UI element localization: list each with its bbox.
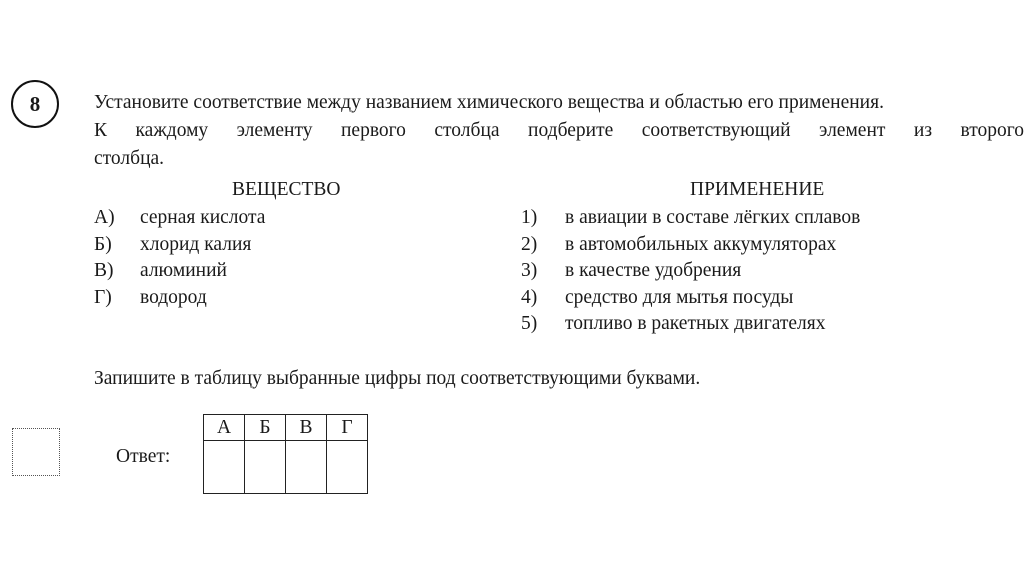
task-number: 8 — [29, 91, 41, 116]
answer-input-cell[interactable] — [286, 441, 327, 494]
task-number-badge — [11, 80, 59, 128]
applications-header: ПРИМЕНЕНИЕ — [690, 179, 825, 200]
item-marker: 1) — [521, 207, 538, 228]
item-marker: А) — [94, 207, 115, 228]
item-text: в качестве удобрения — [565, 260, 742, 281]
substance-item — [94, 205, 265, 232]
item-marker: 4) — [521, 286, 538, 308]
task-prompt — [94, 89, 1024, 173]
applications-list — [521, 205, 860, 338]
prompt-line: Установите соответствие между названием химического вещества и областью его применения. — [94, 92, 884, 113]
item-text: средство для мытья посуды — [565, 286, 794, 308]
item-text: алюминий — [140, 260, 227, 281]
substance-item — [94, 232, 265, 259]
item-marker: В) — [94, 260, 114, 281]
item-marker: 3) — [521, 260, 538, 281]
instruction-text: Запишите в таблицу выбранные цифры под соответствующими буквами. — [94, 368, 701, 389]
application-item — [521, 285, 860, 312]
answer-table — [203, 414, 368, 494]
answer-label: Ответ: — [116, 446, 171, 467]
answer-input-cell[interactable] — [327, 441, 368, 494]
prompt-line: столбца. — [94, 148, 165, 169]
answer-input-cell[interactable] — [245, 441, 286, 494]
item-marker: 2) — [521, 233, 538, 255]
item-marker: 5) — [521, 313, 538, 334]
item-marker: Г) — [94, 286, 112, 308]
item-text: водород — [140, 286, 207, 308]
application-item — [521, 232, 860, 259]
application-item — [521, 258, 860, 285]
answer-header-cell: Г — [327, 415, 368, 441]
item-marker: Б) — [94, 233, 112, 255]
item-text: в автомобильных аккумуляторах — [565, 233, 837, 255]
application-item — [521, 205, 860, 232]
substances-list — [94, 205, 265, 311]
answer-header-cell: А — [204, 415, 245, 441]
substance-item — [94, 285, 265, 312]
answer-checkbox[interactable] — [12, 428, 60, 476]
item-text: серная кислота — [140, 207, 266, 228]
answer-header-cell: В — [286, 415, 327, 441]
item-text: в авиации в составе лёгких сплавов — [565, 207, 861, 228]
answer-input-cell[interactable] — [204, 441, 245, 494]
application-item — [521, 311, 860, 338]
answer-header-cell: Б — [245, 415, 286, 441]
prompt-line: К каждому элементу первого столбца подберите соответствующий элемент из второго — [94, 120, 1024, 141]
substance-item — [94, 258, 265, 285]
substances-header: ВЕЩЕСТВО — [232, 179, 341, 200]
item-text: хлорид калия — [140, 233, 252, 255]
item-text: топливо в ракетных двигателях — [565, 313, 826, 334]
